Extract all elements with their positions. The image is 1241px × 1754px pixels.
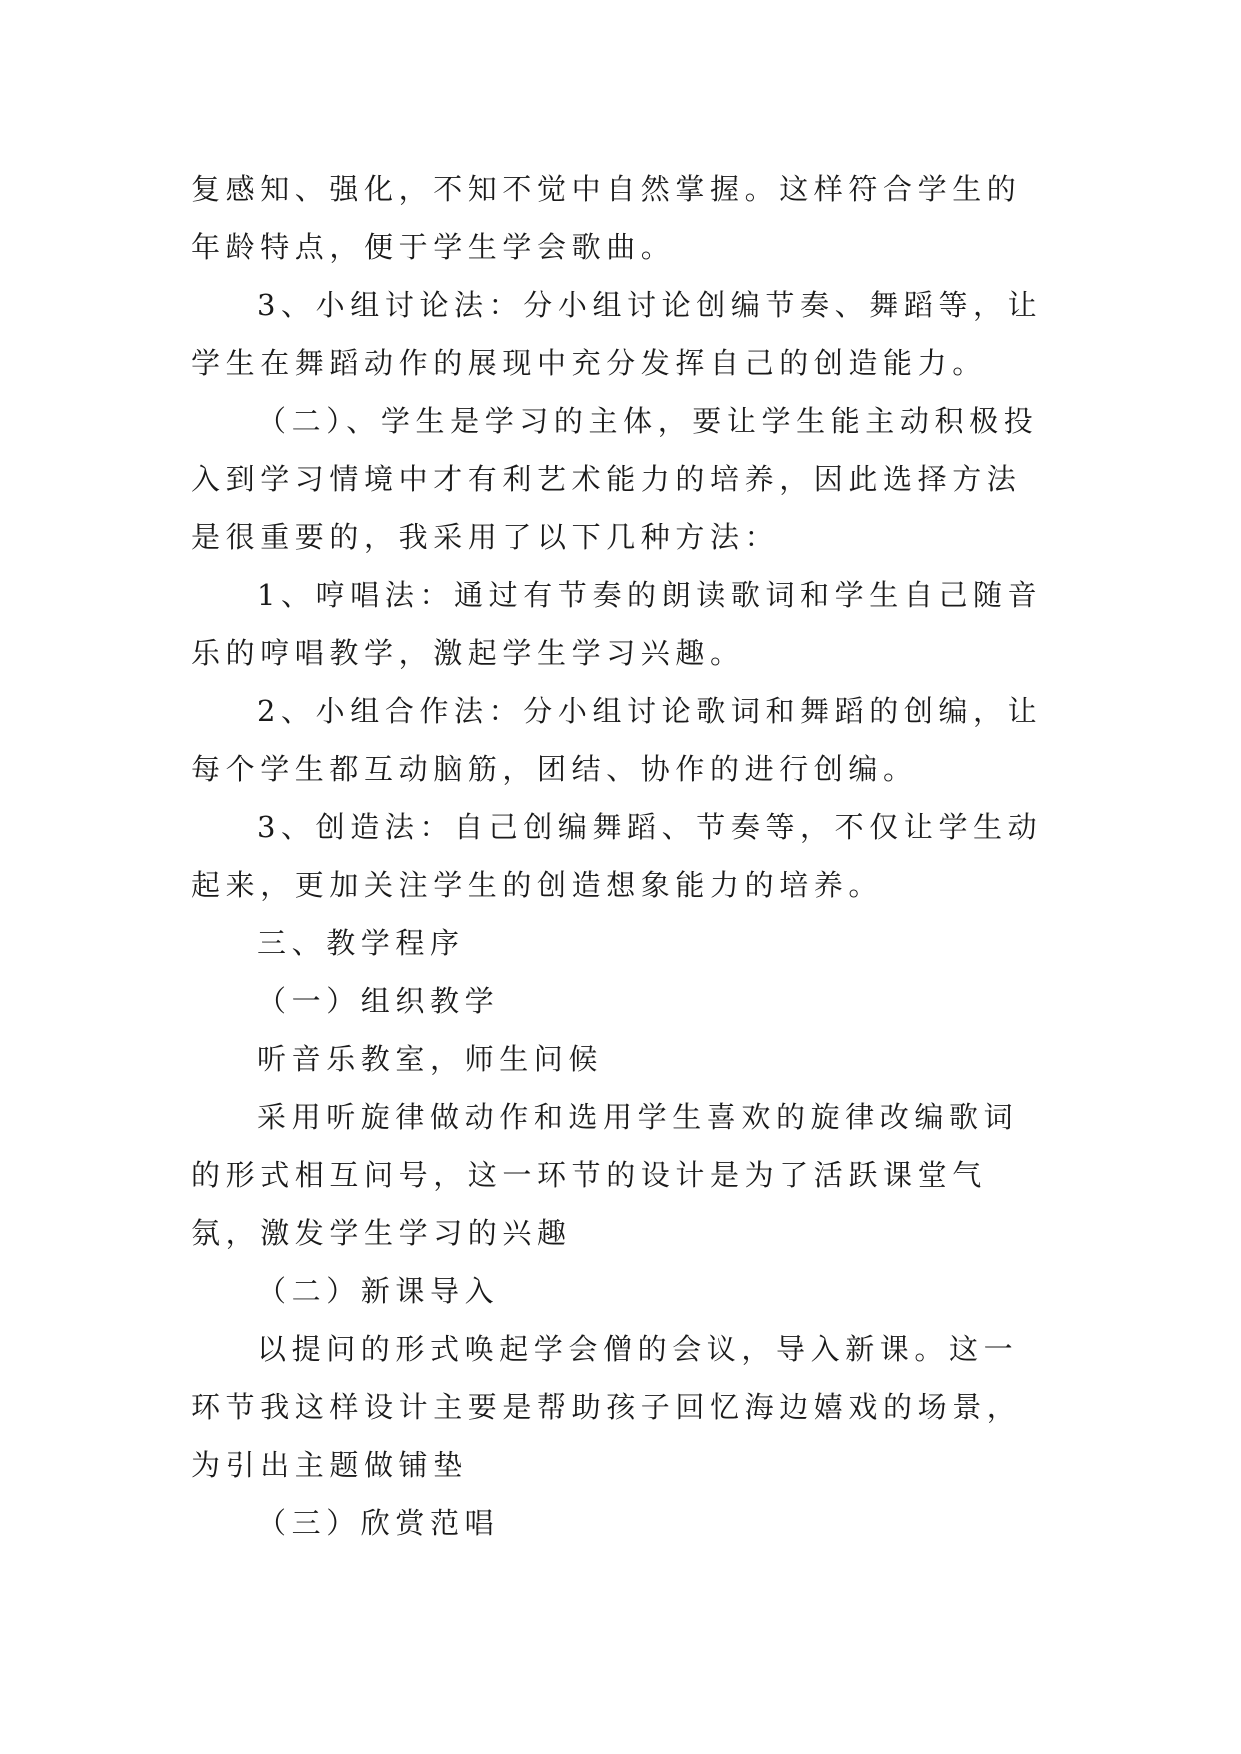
paragraph-6: 3、创造法：自己创编舞蹈、节奏等，不仅让学生动起来，更加关注学生的创造想象能力的培养。 xyxy=(191,810,1043,902)
paragraph-4: 1、哼唱法：通过有节奏的朗读歌词和学生自己随音乐的哼唱教学，激起学生学习兴趣。 xyxy=(191,578,1043,670)
paragraph-2: 3、小组讨论法：分小组讨论创编节奏、舞蹈等，让学生在舞蹈动作的展现中充分发挥自己的创造能力。 xyxy=(191,288,1043,380)
section-heading-3: 三、教学程序 xyxy=(257,926,465,960)
paragraph-9: 以提问的形式唤起学会僧的会议，导入新课。这一环节我这样设计主要是帮助孩子回忆海边嬉戏的场景，为引出主题做铺垫 xyxy=(191,1332,1022,1482)
subheading-2: （二）新课导入 xyxy=(257,1274,500,1308)
paragraph-3: （二）、学生是学习的主体，要让学生能主动积极投入到学习情境中才有利艺术能力的培养，因此选择方法是很重要的，我采用了以下几种方法： xyxy=(191,404,1039,554)
paragraph-1: 复感知、强化，不知不觉中自然掌握。这样符合学生的年龄特点，便于学生学会歌曲。 xyxy=(191,172,1022,264)
paragraph-8: 采用听旋律做动作和选用学生喜欢的旋律改编歌词的形式相互问号，这一环节的设计是为了活跃课堂气氛，激发学生学习的兴趣 xyxy=(191,1100,1019,1250)
paragraph-5: 2、小组合作法：分小组讨论歌词和舞蹈的创编，让每个学生都互动脑筋，团结、协作的进行创编。 xyxy=(191,694,1043,786)
paragraph-7: 听音乐教室，师生问候 xyxy=(257,1042,604,1076)
document-body xyxy=(191,160,1048,1552)
subheading-3: （三）欣赏范唱 xyxy=(257,1506,500,1540)
subheading-1: （一）组织教学 xyxy=(257,984,500,1018)
